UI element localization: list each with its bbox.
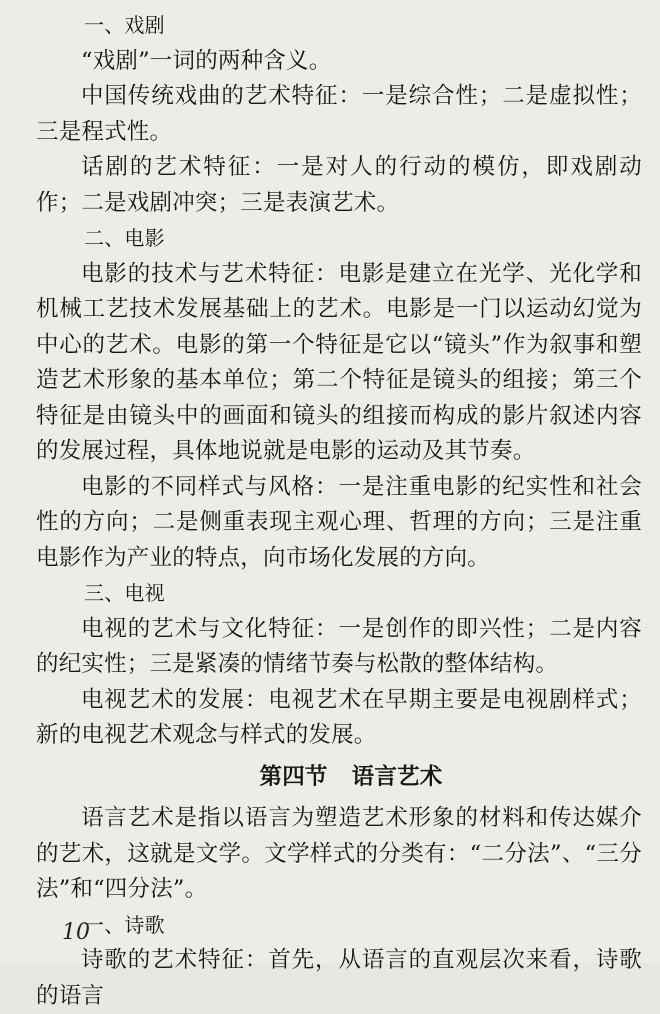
paragraph-film-styles: 电影的不同样式与风格：一是注重电影的纪实性和社会性的方向；二是侧重表现主观心理、哲理的方向；三是注重电影作为产业的特点，向市场化发展的方向。 bbox=[36, 473, 642, 571]
section-number: 第四节 bbox=[259, 763, 328, 790]
paragraph-film-features: 电影的技术与艺术特征：电影是建立在光学、光化学和机械工艺技术发展基础上的艺术。电影是一门以运动幻觉为中心的艺术。电影的第一个特征是它以“镜头”作为叙事和塑造艺术形象的基本单位；第二个特征是镜头的组接；第三个特征是由镜头中的画面和镜头的组接而构成的影片叙述内容的发展过程，具体地说就是电影的运动及其节奏。 bbox=[36, 260, 642, 464]
heading-drama: 一、戏剧 bbox=[84, 13, 165, 37]
paragraph-tv-features: 电视的艺术与文化特征：一是创作的即兴性；二是内容的纪实性；三是紧凑的情绪节奏与松散的整体结构。 bbox=[36, 615, 642, 677]
heading-poetry: 一、诗歌 bbox=[84, 912, 165, 937]
heading-film: 二、电影 bbox=[84, 226, 165, 250]
page-number: 10 bbox=[62, 920, 90, 945]
section-name: 语言艺术 bbox=[351, 763, 443, 790]
page-body bbox=[36, 8, 642, 1014]
paragraph-tv-development: 电视艺术的发展：电视艺术在早期主要是电视剧样式；新的电视艺术观念与样式的发展。 bbox=[36, 686, 642, 748]
paragraph-language-art-intro: 语言艺术是指以语言为塑造艺术形象的材料和传达媒介的艺术，这就是文学。文学样式的分类有：“二分法”、“三分法”和“四分法”。 bbox=[36, 805, 642, 902]
paragraph-opera-features: 中国传统戏曲的艺术特征：一是综合性；二是虚拟性；三是程式性。 bbox=[36, 83, 642, 145]
paragraph-drama-meaning: “戏剧”一词的两种含义。 bbox=[81, 47, 332, 74]
section-title bbox=[36, 760, 642, 796]
paragraph-spoken-drama: 话剧的艺术特征：一是对人的行动的模仿，即戏剧动作；二是戏剧冲突；三是表演艺术。 bbox=[36, 154, 642, 216]
heading-tv: 三、电视 bbox=[84, 581, 165, 605]
paragraph-poetry-features: 诗歌的艺术特征：首先，从语言的直观层次来看，诗歌的语言 bbox=[36, 947, 642, 1009]
